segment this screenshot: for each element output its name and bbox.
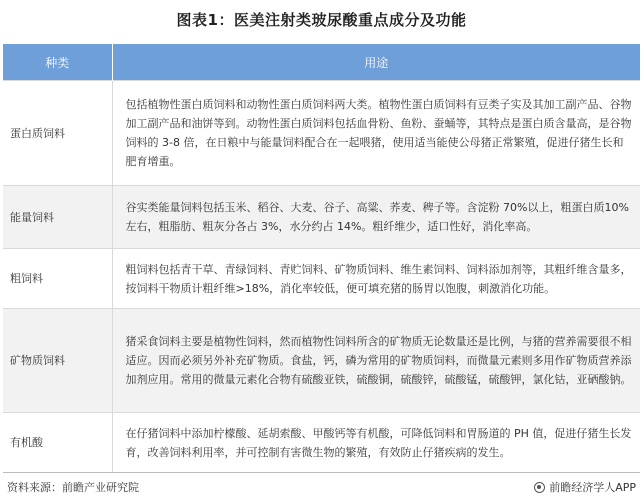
table-row [3, 249, 640, 309]
row-category: 蛋白质饲料 [3, 81, 112, 186]
row-use: 在仔猪饲料中添加柠檬酸、延胡索酸、甲酸钙等有机酸，可降低饲料和胃肠道的 PH 值，促进仔猪生长发育，改善饲料利用率，并可控制有害微生物的繁殖，有效防止仔猪疾病的发生。 [112, 413, 640, 473]
source-note: 资料来源：前瞻产业研究院 [7, 481, 139, 494]
table-row [3, 186, 640, 249]
brand-label: 前瞻经济学人APP [549, 481, 636, 494]
table-row [3, 309, 640, 413]
table-row [3, 413, 640, 473]
row-use: 猪采食饲料主要是植物性饲料，然而植物性饲料所含的矿物质无论数量还是比例，与猪的营养需要很不相适应。因而必须另外补充矿物质。食盐，钙，磷为常用的矿物质饲料，而微量元素则多用作矿物质营养添加剂应用。常用的微量元素化合物有硫酸亚铁，硫酸铜，硫酸锌，硫酸锰，硫酸钾，氯化钴，亚硒酸钠。 [112, 309, 640, 413]
data-table [3, 44, 640, 473]
row-use: 粗饲料包括青干草、青绿饲料、青贮饲料、矿物质饲料、维生素饲料、饲料添加剂等，其粗纤维含量多，按饲料干物质计粗纤维>18%，消化率较低，便可填充猪的肠胃以饱腹，刺激消化功能。 [112, 249, 640, 309]
row-use: 包括植物性蛋白质饲料和动物性蛋白质饲料两大类。植物性蛋白质饲料有豆类子实及其加工副产品、谷物加工副产品和油饼等到。动物性蛋白质饲料包括血骨粉、鱼粉、蚕蛹等，其特点是蛋白质含量高，是谷物饲料的 3-8 倍，在日粮中与能量饲料配合在一起喂猪，使用适当能使公母猪正常繁殖，促进仔猪生长和肥育增重。 [112, 81, 640, 186]
row-category: 有机酸 [3, 413, 112, 473]
row-use: 谷实类能量饲料包括玉米、稻谷、大麦、谷子、高粱、荞麦、稗子等。含淀粉 70%以上，粗蛋白质10%左右，粗脂肪、粗灰分各占 3%，水分约占 14%。粗纤维少，适口性好，消化率高。 [112, 186, 640, 249]
page-title: 图表1：医美注射类玻尿酸重点成分及功能 [176, 11, 467, 29]
row-category: 粗饲料 [3, 249, 112, 309]
table-row [3, 81, 640, 186]
header-category: 种类 [3, 44, 112, 81]
brand [534, 479, 636, 495]
header-use: 用途 [112, 44, 640, 81]
table-header-row [3, 44, 640, 81]
row-category: 矿物质饲料 [3, 309, 112, 413]
qianzhan-logo-icon [534, 482, 545, 493]
footer [3, 472, 640, 495]
row-category: 能量饲料 [3, 186, 112, 249]
